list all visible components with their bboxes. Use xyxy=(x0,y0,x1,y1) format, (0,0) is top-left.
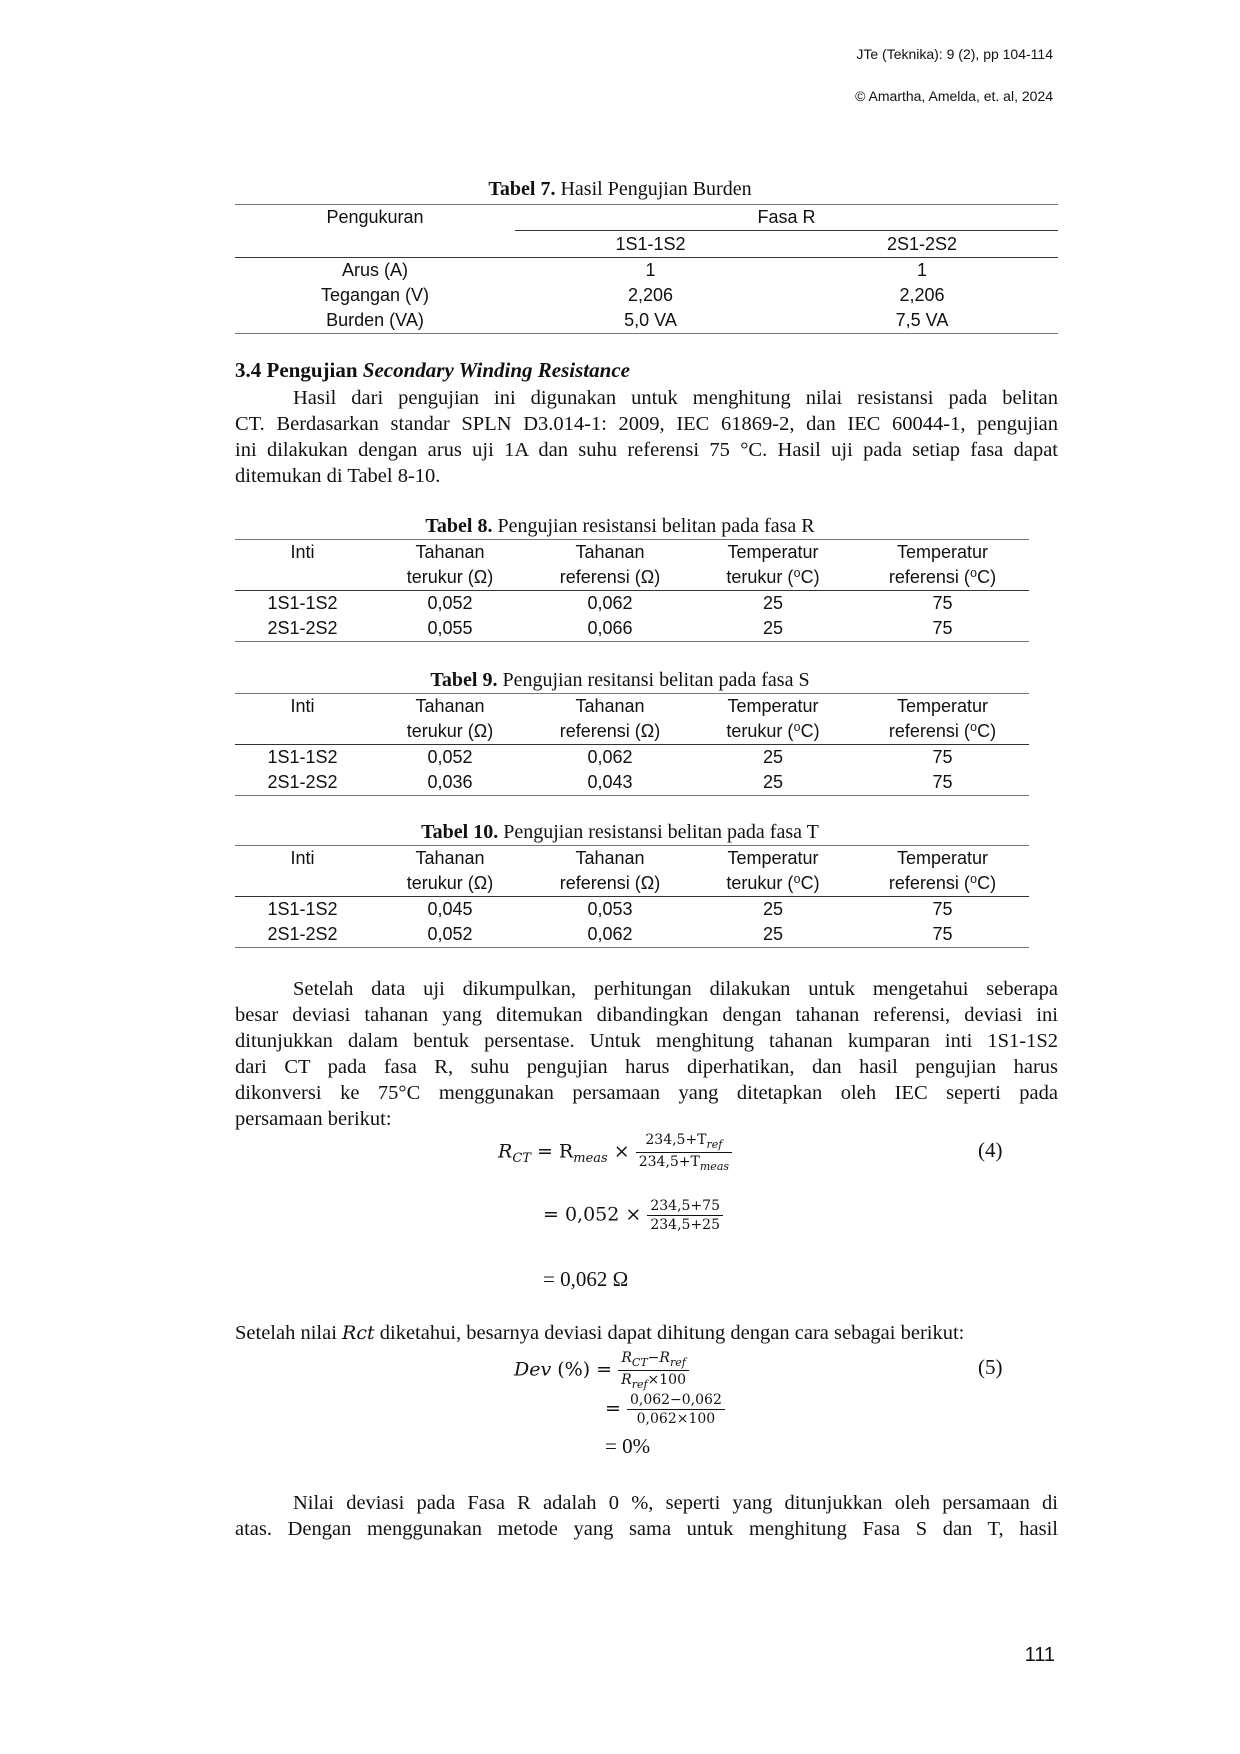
col-header: Tahanan xyxy=(415,542,485,562)
col-header: referensi (⁰C) xyxy=(856,871,1029,897)
table8-label: Tabel 8. xyxy=(425,515,493,537)
col-header-inti: Inti xyxy=(290,696,315,716)
eq5-den: R xyxy=(621,1371,632,1388)
col-header: referensi (Ω) xyxy=(530,719,690,745)
rct-after: diketahui, besarnya deviasi dapat dihitung dengan cara sebagai berikut: xyxy=(374,1322,965,1344)
eq4-den: 234,5+T xyxy=(638,1153,700,1170)
cell: 75 xyxy=(932,899,953,919)
table7-cell: 7,5 VA xyxy=(895,310,949,330)
table9-title: Pengujian resitansi belitan pada fasa S xyxy=(497,669,810,691)
eq4-lhs: R xyxy=(498,1140,513,1163)
cell: 0,062 xyxy=(587,593,633,613)
table7-header-sub2: 2S1-2S2 xyxy=(786,231,1058,258)
rct-variable: Rct xyxy=(342,1322,375,1344)
paragraph-line: CT. Berdasarkan standar SPLN D3.014-1: 2009, IEC 61869-2, dan IEC 60044-1, pengujian xyxy=(235,413,1058,435)
eq5-step-eq: = xyxy=(605,1397,621,1420)
eq4-times: × xyxy=(607,1140,630,1163)
paragraph-3 xyxy=(235,1490,1058,1542)
section-title: Secondary Winding Resistance xyxy=(362,358,630,382)
cell: 0,053 xyxy=(587,899,633,919)
table7-label: Tabel 7. xyxy=(488,178,556,200)
table-row xyxy=(235,922,1029,948)
cell: 2S1-2S2 xyxy=(267,772,338,792)
paragraph-2 xyxy=(235,976,1058,1132)
table7-header-fasa: Fasa R xyxy=(515,205,1058,231)
eq4-mid: = R xyxy=(530,1140,574,1163)
table-row xyxy=(235,770,1029,796)
cell: 25 xyxy=(762,924,784,944)
cell: 0,066 xyxy=(587,618,633,638)
eq5-num-a-sub: CT xyxy=(631,1355,648,1369)
cell: 75 xyxy=(932,772,953,792)
paragraph-line: ditunjukkan dalam bentuk persentase. Untuk menghitung tahanan kumparan inti 1S1-1S2 xyxy=(235,1030,1058,1052)
cell: 0,055 xyxy=(427,618,473,638)
equation-5-step xyxy=(605,1392,725,1427)
paragraph-line: dikonversi ke 75°C menggunakan persamaan yang ditetapkan oleh IEC seperti pada xyxy=(235,1082,1058,1104)
table8-title: Pengujian resistansi belitan pada fasa R xyxy=(492,515,815,537)
eq4-step-num: 234,5+75 xyxy=(647,1198,723,1216)
col-header: terukur (Ω) xyxy=(370,871,530,897)
col-header xyxy=(235,565,370,591)
eq5-lhs: Dev xyxy=(514,1358,552,1381)
cell: 25 xyxy=(762,899,784,919)
table7-cell: Tegangan (V) xyxy=(320,285,430,305)
cell: 0,062 xyxy=(587,747,633,767)
eq5-step-num: 0,062−0,062 xyxy=(627,1392,725,1410)
cell: 75 xyxy=(932,924,953,944)
table9-caption xyxy=(0,669,1240,692)
table7-cell: 2,206 xyxy=(899,285,945,305)
paragraph-1 xyxy=(235,385,1058,489)
equation-5 xyxy=(514,1350,689,1391)
table8-resistance-r xyxy=(235,539,1029,642)
eq5-num-b-sub: ref xyxy=(669,1355,686,1369)
table7-header-pengukuran: Pengukuran xyxy=(326,207,424,227)
rct-sentence xyxy=(235,1320,1058,1346)
table9-label: Tabel 9. xyxy=(430,669,498,691)
table10-caption xyxy=(0,821,1240,844)
cell: 25 xyxy=(762,747,784,767)
table7-cell: Burden (VA) xyxy=(326,310,424,330)
eq4-step-den: 234,5+25 xyxy=(650,1217,720,1233)
cell: 1S1-1S2 xyxy=(267,593,338,613)
table-row xyxy=(235,616,1029,642)
equation-5-result: = 0% xyxy=(605,1434,651,1458)
cell: 75 xyxy=(932,593,953,613)
col-header: Temperatur xyxy=(896,848,989,868)
col-header: Temperatur xyxy=(727,848,819,868)
paragraph-line: persamaan berikut: xyxy=(235,1108,392,1130)
table10-resistance-t xyxy=(235,845,1029,948)
col-header: terukur (⁰C) xyxy=(690,565,856,591)
col-header: referensi (⁰C) xyxy=(856,719,1029,745)
table7-cell: Arus (A) xyxy=(235,258,515,284)
paragraph-line: ini dilakukan dengan arus uji 1A dan suhu referensi 75 °C. Hasil uji pada setiap fasa dapat xyxy=(235,439,1058,461)
cell: 0,062 xyxy=(587,924,633,944)
eq4-step-fraction xyxy=(647,1198,723,1233)
cell: 25 xyxy=(762,772,784,792)
cell: 2S1-2S2 xyxy=(267,618,338,638)
col-header: terukur (⁰C) xyxy=(690,871,856,897)
table7-caption xyxy=(0,178,1240,201)
table-row xyxy=(235,745,1029,771)
paragraph-line: Nilai deviasi pada Fasa R adalah 0 %, seperti yang ditunjukkan oleh persamaan di xyxy=(293,1492,1058,1514)
col-header xyxy=(235,719,370,745)
col-header: Tahanan xyxy=(415,848,485,868)
eq5-den-sub: ref xyxy=(631,1377,648,1391)
page-number: 111 xyxy=(1024,1644,1055,1666)
eq5-step-den: 0,062×100 xyxy=(636,1411,716,1427)
cell: 0,045 xyxy=(427,899,473,919)
eq4-fraction xyxy=(636,1132,732,1173)
table7-header-sub1: 1S1-1S2 xyxy=(515,231,786,258)
col-header: terukur (Ω) xyxy=(370,565,530,591)
equation-4-step xyxy=(543,1198,723,1233)
equation-4-result: = 0,062 Ω xyxy=(543,1267,629,1291)
paragraph-line: atas. Dengan menggunakan metode yang sama untuk menghitung Fasa S dan T, hasil xyxy=(235,1518,1058,1540)
col-header: Temperatur xyxy=(727,542,819,562)
eq4-num-sub: ref xyxy=(706,1137,723,1151)
table7-cell: 5,0 VA xyxy=(624,310,677,330)
eq4-mid-sub: meas xyxy=(573,1151,608,1167)
table10-title: Pengujian resistansi belitan pada fasa T xyxy=(498,821,819,843)
paragraph-line: ditemukan di Tabel 8-10. xyxy=(235,465,441,487)
col-header: referensi (Ω) xyxy=(530,871,690,897)
table7-burden xyxy=(235,204,1058,334)
col-header: Temperatur xyxy=(896,696,989,716)
eq5-den-rest: ×100 xyxy=(647,1371,686,1388)
cell: 0,036 xyxy=(427,772,473,792)
cell: 1S1-1S2 xyxy=(267,747,338,767)
table10-label: Tabel 10. xyxy=(421,821,499,843)
paragraph-line: Hasil dari pengujian ini digunakan untuk menghitung nilai resistansi pada belitan xyxy=(293,387,1058,409)
col-header-inti: Inti xyxy=(290,542,315,562)
cell: 0,052 xyxy=(427,747,473,767)
col-header: Tahanan xyxy=(415,696,485,716)
table-row xyxy=(235,591,1029,617)
copyright-notice: © Amartha, Amelda, et. al, 2024 xyxy=(855,88,1053,104)
cell: 2S1-2S2 xyxy=(267,924,338,944)
col-header xyxy=(235,871,370,897)
equation-5-number: (5) xyxy=(978,1355,1003,1379)
table7-cell: 2,206 xyxy=(627,285,674,305)
eq5-lhs-rest: (%) = xyxy=(551,1358,613,1381)
col-header: referensi (Ω) xyxy=(530,565,690,591)
col-header-inti: Inti xyxy=(290,848,315,868)
table7-cell: 1 xyxy=(515,258,786,284)
paragraph-line: besar deviasi tahanan yang ditemukan dibandingkan dengan tahanan referensi, deviasi ini xyxy=(235,1004,1058,1026)
eq4-lhs-sub: CT xyxy=(512,1151,531,1167)
paragraph-line: Setelah data uji dikumpulkan, perhitungan dilakukan untuk mengetahui seberapa xyxy=(293,978,1058,1000)
table9-resistance-s xyxy=(235,693,1029,796)
eq4-num: 234,5+T xyxy=(645,1132,707,1148)
col-header: terukur (⁰C) xyxy=(690,719,856,745)
col-header: Temperatur xyxy=(896,542,989,562)
cell: 25 xyxy=(762,618,784,638)
cell: 0,052 xyxy=(427,924,473,944)
col-header: Tahanan xyxy=(575,542,645,562)
cell: 1S1-1S2 xyxy=(267,899,338,919)
cell: 0,043 xyxy=(587,772,633,792)
eq5-fraction xyxy=(618,1350,689,1391)
col-header: terukur (Ω) xyxy=(370,719,530,745)
eq4-den-sub: meas xyxy=(699,1159,730,1173)
eq5-num-mid: −R xyxy=(647,1350,670,1366)
eq5-step-fraction xyxy=(627,1392,725,1427)
col-header: Tahanan xyxy=(575,696,645,716)
section-number: 3.4 Pengujian xyxy=(235,358,363,382)
col-header: Temperatur xyxy=(727,696,819,716)
col-header: referensi (⁰C) xyxy=(856,565,1029,591)
cell: 75 xyxy=(932,618,953,638)
journal-header: JTe (Teknika): 9 (2), pp 104-114 xyxy=(856,46,1053,62)
equation-4-number: (4) xyxy=(978,1138,1003,1162)
table8-caption xyxy=(0,515,1240,538)
section-heading xyxy=(235,358,630,383)
cell: 75 xyxy=(932,747,953,767)
eq5-num-a: R xyxy=(621,1350,632,1366)
cell: 0,052 xyxy=(427,593,473,613)
eq4-step-prefix: = 0,052 × xyxy=(543,1203,642,1226)
table7-title: Hasil Pengujian Burden xyxy=(555,178,752,200)
table7-cell: 1 xyxy=(786,258,1058,284)
table-row xyxy=(235,897,1029,923)
paragraph-line: dari CT pada fasa R, suhu pengujian harus diperhatikan, dan hasil pengujian harus xyxy=(235,1056,1058,1078)
equation-4 xyxy=(498,1132,732,1173)
cell: 25 xyxy=(762,593,784,613)
col-header: Tahanan xyxy=(575,848,645,868)
rct-before: Setelah nilai xyxy=(235,1322,343,1344)
